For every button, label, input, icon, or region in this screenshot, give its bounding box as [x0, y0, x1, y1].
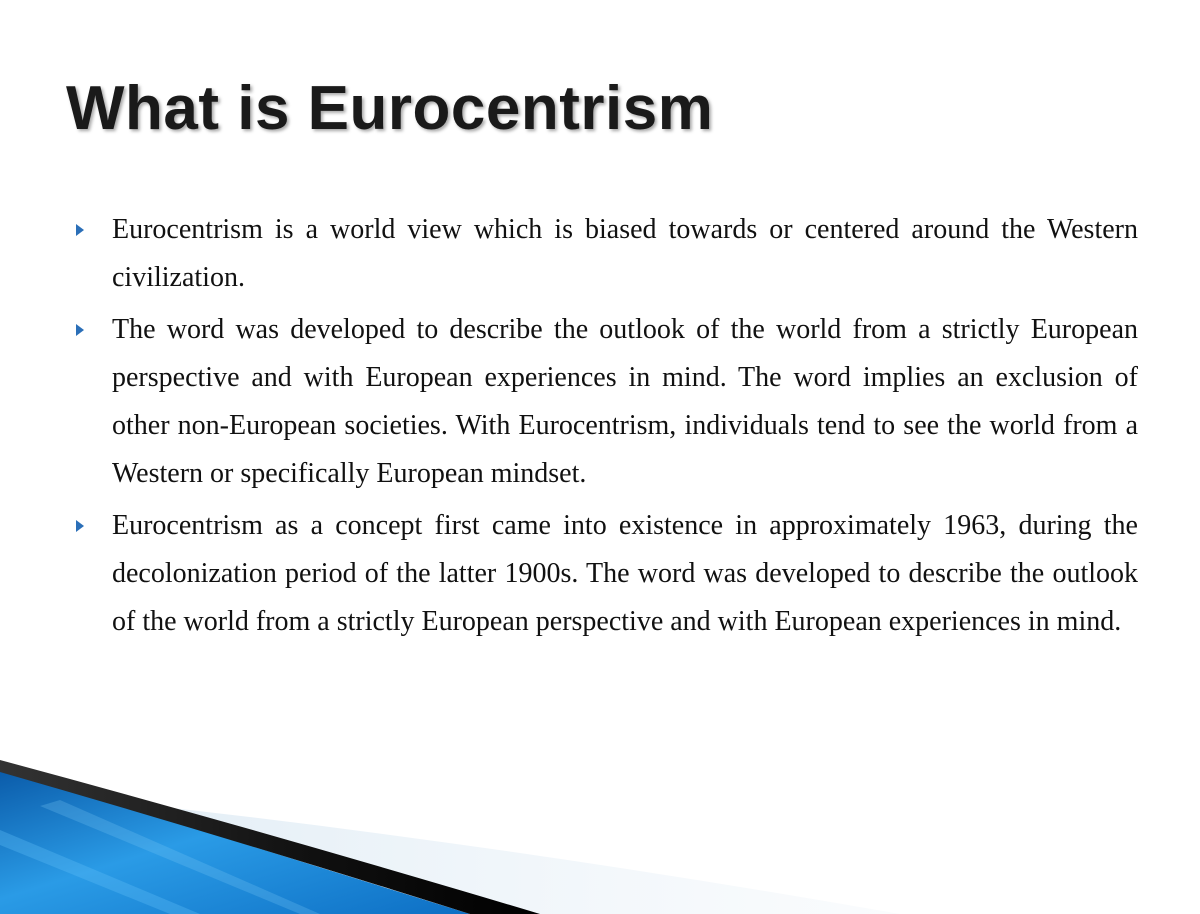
bullet-arrow-icon: [76, 520, 84, 532]
bullet-item: [76, 306, 1138, 498]
pale-swoosh: [0, 790, 900, 914]
bullet-text: Eurocentrism is a world view which is biased towards or centered around the Western civilization.: [112, 214, 1138, 293]
bullet-text: The word was developed to describe the outlook of the world from a strictly European perspective and with European experiences in mind. The word implies an exclusion of other non-European societies. With Eurocentrism, individuals tend to see the world from a Western or specifically European mindset.: [112, 314, 1138, 489]
bullet-item: [76, 502, 1138, 646]
bullet-item: [76, 206, 1138, 302]
highlight-stripe: [0, 830, 200, 914]
bullet-text: Eurocentrism as a concept first came into existence in approximately 1963, during the decolonization period of the latter 1900s. The word was developed to describe the outlook of the world from a strictly European perspective and with European experiences in mind.: [112, 510, 1138, 637]
highlight-stripe: [40, 800, 320, 914]
dark-band: [0, 760, 540, 914]
blue-wedge: [0, 768, 470, 914]
bullet-arrow-icon: [76, 224, 84, 236]
slide-title: What is Eurocentrism: [66, 74, 714, 143]
bullet-list: [76, 206, 1138, 650]
bullet-arrow-icon: [76, 324, 84, 336]
